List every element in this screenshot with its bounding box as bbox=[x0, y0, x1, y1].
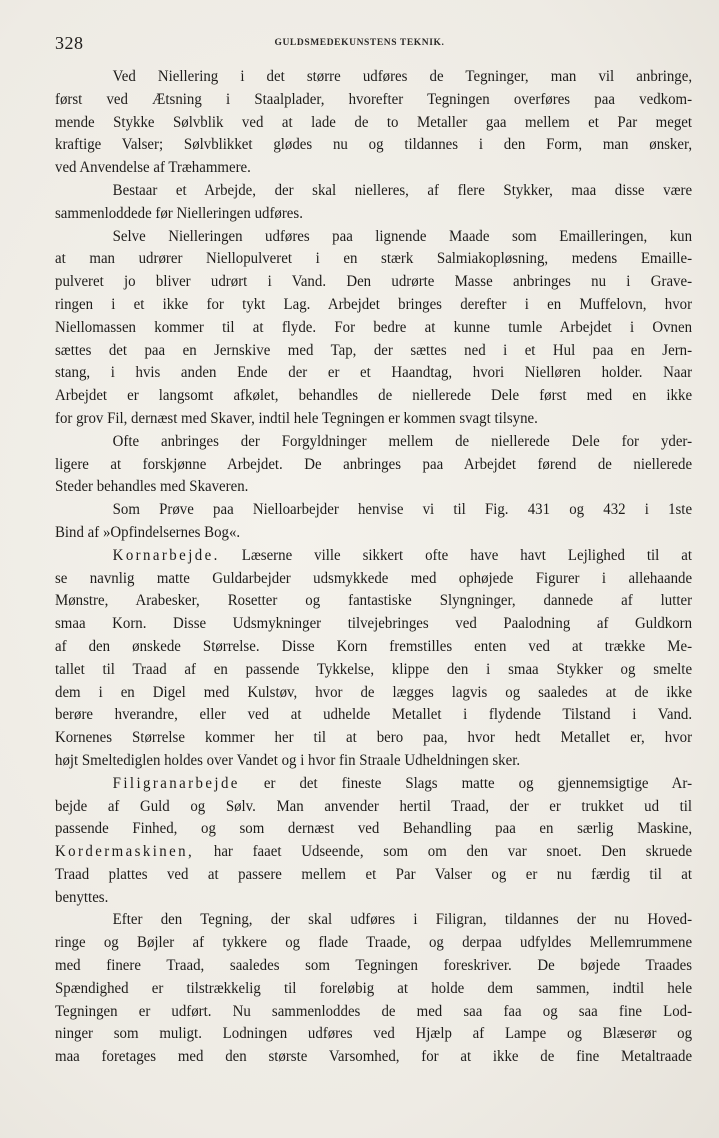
line-text: Arbejdet er langsomt afkølet, behandles de niellerede Dele først med en ikke bbox=[55, 387, 693, 405]
line-text: Mønstre, Arabesker, Rosetter og fantastiske Slyngninger, dannede af lutter bbox=[55, 592, 693, 610]
text-line bbox=[55, 590, 692, 613]
text-line bbox=[55, 1023, 692, 1046]
line-text: dem i en Digel med Kulstøv, hvor de lægges lagvis og saaledes at de ikke bbox=[55, 683, 693, 701]
text-line bbox=[55, 932, 692, 955]
line-text: sættes det paa en Jernskive med Tap, der sættes ned i et Hul paa en Jern- bbox=[55, 341, 693, 359]
text-line bbox=[55, 1046, 692, 1069]
text-line bbox=[55, 340, 692, 363]
page-number: 328 bbox=[55, 33, 84, 53]
line-text: Kornenes Størrelse kommer her til at bero paa, hvor hedt Metallet er, hvor bbox=[55, 729, 693, 747]
line-text: ninger som muligt. Lodningen udføres ved Hjælp af Lampe og Blæserør og bbox=[55, 1025, 693, 1043]
line-text: af den ønskede Størrelse. Disse Korn fremstilles enten ved at trække Me- bbox=[55, 637, 693, 655]
text-line bbox=[55, 66, 692, 89]
line-text: Steder behandles med Skaveren. bbox=[55, 478, 249, 496]
text-line bbox=[55, 773, 692, 796]
line-text: sammenloddede før Nielleringen udføres. bbox=[55, 204, 303, 222]
text-line bbox=[55, 545, 692, 568]
line-text: er det fineste Slags matte og gjennemsigtige Ar- bbox=[239, 774, 693, 792]
line-text: benyttes. bbox=[55, 888, 109, 906]
line-text: Læserne ville sikkert ofte have havt Lejlighed til at bbox=[219, 546, 693, 564]
line-text: at man udrører Niellopulveret i en stærk Salmiakopløsning, medens Emaille- bbox=[55, 250, 693, 268]
text-line bbox=[55, 682, 692, 705]
text-line bbox=[55, 887, 692, 910]
line-text: smaa Korn. Disse Udsmykninger tilvejebringes ved Paalodning af Guldkorn bbox=[55, 615, 693, 633]
spaced-heading-term: Filigranarbejde bbox=[112, 774, 240, 792]
text-line bbox=[55, 248, 692, 271]
text-line bbox=[55, 818, 692, 841]
text-line bbox=[55, 408, 692, 431]
line-text: Bind af »Opfindelsernes Bog«. bbox=[55, 523, 241, 541]
line-text: Efter den Tegning, der skal udføres i Filigran, tildannes der nu Hoved- bbox=[112, 911, 693, 929]
text-line bbox=[55, 613, 692, 636]
text-line bbox=[55, 1001, 692, 1024]
text-line bbox=[55, 362, 692, 385]
text-line bbox=[55, 499, 692, 522]
line-text: Tegningen er udført. Nu sammenloddes de med saa faa og saa fine Lod- bbox=[55, 1002, 693, 1020]
line-text: berøre hverandre, eller ved at udhelde Metallet i flydende Tilstand i Vand. bbox=[55, 706, 693, 724]
line-text: ved Anvendelse af Træhammere. bbox=[55, 159, 251, 177]
text-line bbox=[55, 727, 692, 750]
text-line bbox=[55, 385, 692, 408]
text-line bbox=[55, 636, 692, 659]
line-text: Ofte anbringes der Forgyldninger mellem de niellerede Dele for yder- bbox=[112, 432, 693, 450]
line-text: først ved Ætsning i Staalplader, hvorefter Tegningen overføres paa vedkom- bbox=[55, 90, 693, 108]
running-head: GULDSMEDEKUNSTENS TEKNIK. bbox=[274, 38, 445, 48]
text-line bbox=[55, 704, 692, 727]
line-text: passende Finhed, og som dernæst ved Behandling paa en særlig Maskine, bbox=[55, 820, 693, 838]
line-text: Som Prøve paa Nielloarbejder henvise vi til Fig. 431 og 432 i 1ste bbox=[112, 501, 693, 519]
line-text: pulveret jo bliver udrørt i Vand. Den udrørte Masse anbringes nu i Grave- bbox=[55, 273, 693, 291]
text-line bbox=[55, 226, 692, 249]
text-line bbox=[55, 180, 692, 203]
text-line bbox=[55, 659, 692, 682]
line-text: ringen i et ikke for tykt Lag. Arbejdet bringes derefter i en Muffelovn, hvor bbox=[55, 295, 693, 313]
text-line bbox=[55, 750, 692, 773]
body-text bbox=[55, 66, 692, 1069]
text-line bbox=[55, 134, 692, 157]
line-text: Selve Nielleringen udføres paa lignende Maade som Emailleringen, kun bbox=[112, 227, 693, 245]
text-line bbox=[55, 978, 692, 1001]
text-line bbox=[55, 955, 692, 978]
spaced-heading-term: Kornarbejde. bbox=[112, 546, 220, 564]
text-line bbox=[55, 89, 692, 112]
text-line bbox=[55, 431, 692, 454]
line-text: højt Smeltediglen holdes over Vandet og i hvor fin Straale Udheldningen sker. bbox=[55, 751, 521, 769]
text-line bbox=[55, 203, 692, 226]
text-line bbox=[55, 796, 692, 819]
line-text: Traad plattes ved at passere mellem et Par Valser og er nu færdig til at bbox=[55, 865, 693, 883]
line-text: Spændighed er tilstrækkelig til foreløbig at holde dem sammen, indtil hele bbox=[55, 979, 693, 997]
text-line bbox=[55, 317, 692, 340]
text-line bbox=[55, 476, 692, 499]
line-text: ligere at forskjønne Arbejdet. De anbringes paa Arbejdet førend de niellerede bbox=[55, 455, 693, 473]
line-text: ringe og Bøjler af tykkere og flade Traade, og derpaa udfyldes Mellemrummene bbox=[55, 934, 693, 952]
line-text: for grov Fil, dernæst med Skaver, indtil hele Tegningen er kommen svagt tilsyne. bbox=[55, 409, 538, 427]
text-line bbox=[55, 568, 692, 591]
text-line bbox=[55, 271, 692, 294]
line-text: har faaet Udseende, som om den var snoet. Den skruede bbox=[194, 843, 693, 861]
line-text: maa foretages med den største Varsomhed, for at ikke de fine Metaltraade bbox=[55, 1048, 693, 1066]
line-text: med finere Traad, saaledes som Tegningen foreskriver. De bøjede Traades bbox=[55, 957, 693, 975]
text-line bbox=[55, 522, 692, 545]
text-line bbox=[55, 294, 692, 317]
line-text: kraftige Valser; Sølvblikket glødes nu og tildannes i den Form, man ønsker, bbox=[55, 136, 693, 154]
line-text: tallet til Traad af en passende Tykkelse, klippe den i smaa Stykker og smelte bbox=[55, 660, 693, 678]
line-text: Bestaar et Arbejde, der skal nielleres, af flere Stykker, maa disse være bbox=[112, 181, 693, 199]
text-line bbox=[55, 841, 692, 864]
text-line bbox=[55, 864, 692, 887]
line-text: mende Stykke Sølvblik ved at lade de to Metaller gaa mellem et Par meget bbox=[55, 113, 693, 131]
line-text: Ved Niellering i det større udføres de Tegninger, man vil anbringe, bbox=[112, 68, 693, 85]
text-line bbox=[55, 157, 692, 180]
line-text: Niellomassen kommer til at flyde. For bedre at kunne tumle Arbejdet i Ovnen bbox=[55, 318, 693, 336]
text-line bbox=[55, 454, 692, 477]
line-text: se navnlig matte Guldarbejder udsmykkede med ophøjede Figurer i allehaande bbox=[55, 569, 693, 587]
spaced-heading-term: Kordermaskinen, bbox=[55, 843, 195, 861]
text-line bbox=[55, 909, 692, 932]
text-line bbox=[55, 112, 692, 135]
line-text: stang, i hvis anden Ende der er et Haandtag, hvori Nielløren holder. Naar bbox=[55, 364, 693, 382]
line-text: bejde af Guld og Sølv. Man anvender hertil Traad, der er trukket ud til bbox=[55, 797, 693, 815]
